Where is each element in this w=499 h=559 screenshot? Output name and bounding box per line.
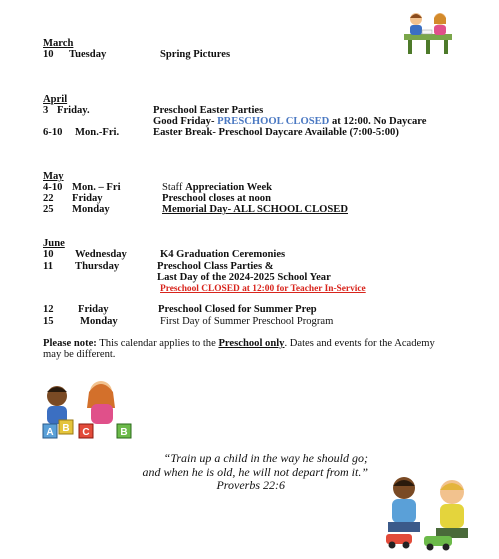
may-day-1: 4-10 xyxy=(43,182,63,193)
kids-at-desk-clipart xyxy=(400,10,456,56)
april-event-2: Easter Break- Preschool Daycare Available (7:00-5:00) xyxy=(153,127,399,138)
may-event-1-bold: Appreciation Week xyxy=(185,182,273,193)
may-weekday-1: Mon. – Fri xyxy=(72,182,121,193)
april-event-1: Preschool Easter Parties xyxy=(153,105,264,116)
april-weekday-1: Friday. xyxy=(57,105,90,116)
june-weekday-3: Friday xyxy=(78,304,109,315)
kids-with-cars-clipart xyxy=(384,474,480,554)
quote-citation: Proverbs 22:6 xyxy=(216,478,285,492)
may-day-2: 22 xyxy=(43,193,54,204)
may-event-3: Memorial Day- ALL SCHOOL CLOSED xyxy=(162,204,348,215)
may-day-3: 25 xyxy=(43,204,54,215)
june-event-2: Preschool Class Parties & xyxy=(157,261,274,272)
note-text-3: may be different. xyxy=(43,349,116,360)
june-heading: June xyxy=(43,238,65,249)
june-event-2b: Last Day of the 2024-2025 School Year xyxy=(157,272,331,283)
may-heading: May xyxy=(43,171,64,182)
note-text-1: This calendar applies to the xyxy=(96,338,219,349)
june-event-4: First Day of Summer Preschool Program xyxy=(160,316,334,327)
quote-line-2: and when he is old, he will not depart from it.” xyxy=(142,465,368,479)
june-weekday-2: Thursday xyxy=(75,261,120,272)
block-letter-c: C xyxy=(82,427,90,438)
march-heading: March xyxy=(43,38,74,49)
june-day-4: 15 xyxy=(43,316,54,327)
june-event-1: K4 Graduation Ceremonies xyxy=(160,249,286,260)
march-day: 10 xyxy=(43,49,54,60)
april-event-1b-prefix: Good Friday- xyxy=(153,116,218,127)
april-weekday-2: Mon.-Fri. xyxy=(75,127,120,138)
june-day-1: 10 xyxy=(43,249,54,260)
note-label: Please note: xyxy=(43,338,97,349)
june-day-2: 11 xyxy=(43,261,54,272)
april-day-1: 3 xyxy=(43,105,49,116)
april-heading: April xyxy=(43,94,68,105)
may-event-2: Preschool closes at noon xyxy=(162,193,271,204)
march-event: Spring Pictures xyxy=(160,49,231,60)
june-day-3: 12 xyxy=(43,304,54,315)
note-emphasis: Preschool only xyxy=(218,338,285,349)
june-weekday-4: Monday xyxy=(80,316,118,327)
june-event-3: Preschool Closed for Summer Prep xyxy=(158,304,317,315)
block-letter-a: A xyxy=(46,427,54,438)
block-letter-b2: B xyxy=(120,427,128,438)
june-weekday-1: Wednesday xyxy=(75,249,127,260)
block-letter-b: B xyxy=(62,423,70,434)
kids-with-blocks-clipart xyxy=(35,378,135,446)
may-weekday-3: Monday xyxy=(72,204,110,215)
quote-line-1: “Train up a child in the way he should go; xyxy=(163,451,368,465)
june-closed-notice: Preschool CLOSED at 12:00 for Teacher In-Service xyxy=(160,284,366,294)
may-event-1-plain: Staff xyxy=(162,182,186,193)
note-text-2: . Dates and events for the Academy xyxy=(284,338,435,349)
april-day-2: 6-10 xyxy=(43,127,63,138)
march-weekday: Tuesday xyxy=(69,49,107,60)
may-weekday-2: Friday xyxy=(72,193,103,204)
april-closed-highlight: PRESCHOOL CLOSED xyxy=(217,116,330,127)
april-event-1b-suffix: at 12:00. No Daycare xyxy=(329,116,427,127)
